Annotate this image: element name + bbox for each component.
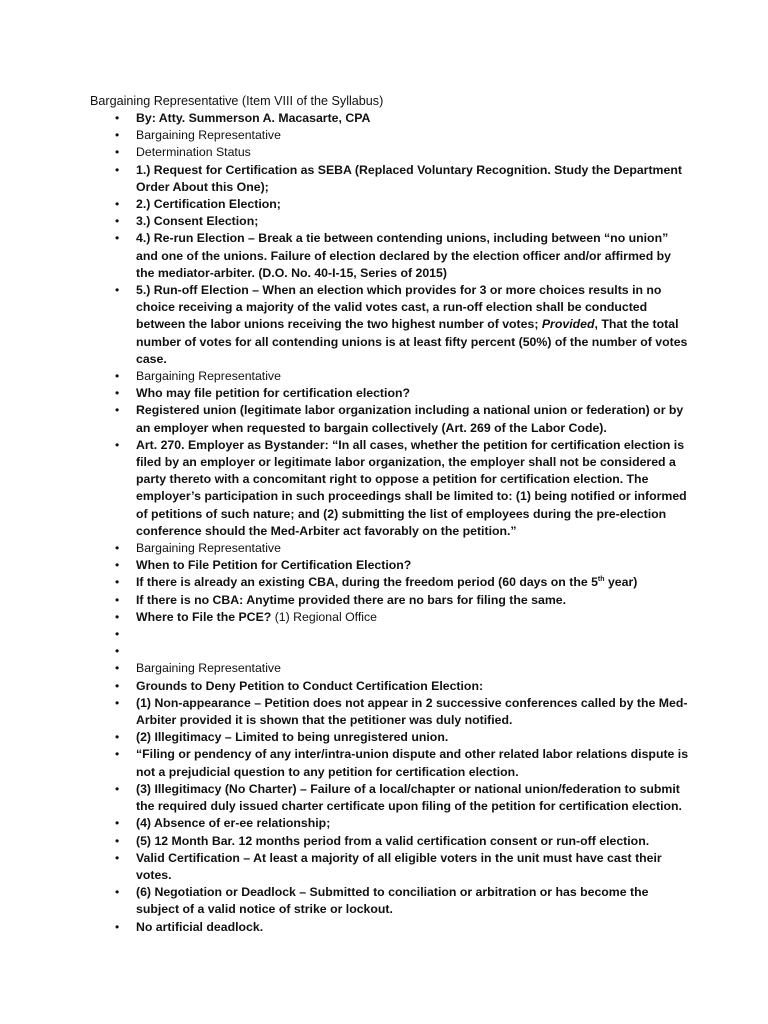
bullet-glyph: • <box>115 919 120 934</box>
bullet-glyph: • <box>115 541 120 556</box>
list-item <box>90 127 690 144</box>
list-item-text: Registered union (legitimate labor organization including a national union or federation) or by an employer when requested to bargain collectively (Art. 269 of the Labor Code). <box>136 403 684 435</box>
list-item <box>90 626 690 643</box>
list-item-text: Grounds to Deny Petition to Conduct Certification Election: <box>136 678 484 693</box>
bullet-glyph: • <box>115 627 120 642</box>
bullet-glyph: • <box>115 386 120 401</box>
list-item <box>90 385 690 402</box>
list-item-text: By: Atty. Summerson A. Macasarte, CPA <box>136 111 371 125</box>
list-item-emphasis: Provided <box>541 317 595 332</box>
list-item-text: 2.) Certification Election; <box>136 197 281 212</box>
list-item <box>90 282 690 368</box>
list-item <box>90 850 690 884</box>
list-item-text: (4) Absence of er-ee relationship; <box>136 816 331 831</box>
bullet-glyph: • <box>115 369 120 384</box>
list-item <box>90 729 690 746</box>
list-item <box>90 557 690 574</box>
list-item <box>90 884 690 918</box>
list-item <box>90 402 690 436</box>
list-item <box>90 592 690 609</box>
bullet-glyph: • <box>115 403 120 418</box>
list-item <box>90 695 690 729</box>
list-item-text-start: 5.) Run-off Election – When an election which provides for 3 or more choices results in no choice receiving a majority of the valid votes cast, a run-off election shall be conducted between the labor unions receiving the two highest number of votes; <box>136 283 662 332</box>
list-item <box>90 144 690 161</box>
list-item <box>90 781 690 815</box>
list-item-text: (5) 12 Month Bar. 12 months period from a valid certification consent or run-off election. <box>136 833 650 848</box>
list-item <box>90 643 690 660</box>
list-item <box>90 574 690 591</box>
bullet-glyph: • <box>115 730 120 745</box>
list-item-text: Art. 270. Employer as Bystander: “In all cases, whether the petition for certification election is filed by an employer or legitimate labor organization, the employer shall not be considered a party thereto with a concomitant right to oppose a petition for certification election. The employer’s participation in such proceedings shall be limited to: (1) being notified or informed of petitions of such nature; and (2) submitting the list of employees during the pre-election conference should the Med-Arbiter act favorably on the petition.” <box>136 437 687 538</box>
list-item-text: Who may file petition for certification election? <box>136 386 410 401</box>
bullet-glyph: • <box>115 437 120 452</box>
bullet-glyph: • <box>115 197 120 212</box>
bullet-glyph: • <box>115 695 120 710</box>
bullet-glyph: • <box>115 678 120 693</box>
list-item <box>90 213 690 230</box>
list-item <box>90 678 690 695</box>
list-item-text: Bargaining Representative <box>136 128 281 143</box>
bullet-glyph: • <box>115 781 120 796</box>
list-item-text: “Filing or pendency of any inter/intra-union dispute and other related labor relations dispute is not a prejudicial question to any petition for certification election. <box>136 747 689 779</box>
bullet-glyph: • <box>115 816 120 831</box>
list-item-text: Valid Certification – At least a majority of all eligible voters in the unit must have cast their votes. <box>136 850 662 882</box>
list-item-text: (6) Negotiation or Deadlock – Submitted to conciliation or arbitration or has become the subject of a valid notice of strike or lockout. <box>136 885 649 917</box>
list-item-superscript: th <box>597 576 605 584</box>
bullet-glyph: • <box>115 850 120 865</box>
list-item <box>90 609 690 626</box>
list-item-text: (1) Non-appearance – Petition does not appear in 2 successive conferences called by the Med-Arbiter provided it is shown that the petitioner was duly notified. <box>136 695 688 728</box>
list-item <box>90 368 690 385</box>
list-item-text: 4.) Re-run Election – Break a tie between contending unions, including between “no union” and one of the unions. Failure of election declared by the election officer and/or affirmed by the mediator-arbiter. (D.O. No. 40-I-15, Series of 2015) <box>136 231 671 280</box>
bullet-glyph: • <box>115 111 120 125</box>
list-item-text: Bargaining Representative <box>136 369 281 384</box>
list-item <box>90 660 690 677</box>
list-item <box>90 230 690 282</box>
bullet-glyph: • <box>115 283 120 298</box>
list-item-text <box>136 283 687 366</box>
list-item <box>90 833 690 850</box>
bullet-glyph: • <box>115 609 120 624</box>
list-item-text-end: year) <box>604 575 638 590</box>
list-item <box>90 162 690 196</box>
list-item-text: (2) Illegitimacy – Limited to being unregistered union. <box>136 730 449 745</box>
list-item-text: 3.) Consent Election; <box>136 214 259 229</box>
list-item-text: (3) Illegitimacy (No Charter) – Failure of a local/chapter or national union/federation to submit the required duly issued charter certificate upon filing of the petition for certification election. <box>136 781 682 814</box>
list-item <box>90 540 690 557</box>
list-item-text: 1.) Request for Certification as SEBA (Replaced Voluntary Recognition. Study the Department Order About this One); <box>136 162 682 194</box>
list-item <box>90 110 690 127</box>
bullet-glyph: • <box>115 644 120 659</box>
list-item <box>90 815 690 832</box>
list-item <box>90 196 690 213</box>
list-item <box>90 746 690 780</box>
list-item-normal-part: (1) Regional Office <box>271 609 377 624</box>
bullet-glyph: • <box>115 162 120 177</box>
bullet-glyph: • <box>115 558 120 573</box>
list-item-text: No artificial deadlock. <box>136 919 264 934</box>
list-item-text: When to File Petition for Certification Election? <box>136 558 412 573</box>
bullet-list <box>90 110 690 936</box>
bullet-glyph: • <box>115 231 120 246</box>
bullet-glyph: • <box>115 145 120 160</box>
list-item-text <box>136 575 637 589</box>
bullet-glyph: • <box>115 214 120 229</box>
bullet-glyph: • <box>115 128 120 143</box>
list-item-text-start: If there is already an existing CBA, during the freedom period (60 days on the 5 <box>136 575 598 590</box>
list-item-text-end: , That the total number of votes for all contending unions is at least fifty percent (50%) of the number of votes case. <box>136 317 688 366</box>
bullet-glyph: • <box>115 885 120 900</box>
list-item-text: Determination Status <box>136 145 251 160</box>
list-item-text: Bargaining Representative <box>136 541 281 556</box>
bullet-glyph: • <box>115 661 120 676</box>
bullet-glyph: • <box>115 592 120 607</box>
list-item-text: Bargaining Representative <box>136 661 281 676</box>
list-item-bold-part: Where to File the PCE? <box>136 609 272 624</box>
document-body <box>90 93 690 936</box>
list-item <box>90 919 690 936</box>
bullet-glyph: • <box>115 833 120 848</box>
document-title: Bargaining Representative (Item VIII of the Syllabus) <box>90 94 384 108</box>
list-item-text <box>136 610 377 624</box>
list-item <box>90 437 690 540</box>
bullet-glyph: • <box>115 747 120 762</box>
bullet-glyph: • <box>115 575 120 590</box>
list-item-text: If there is no CBA: Anytime provided there are no bars for filing the same. <box>136 592 567 607</box>
